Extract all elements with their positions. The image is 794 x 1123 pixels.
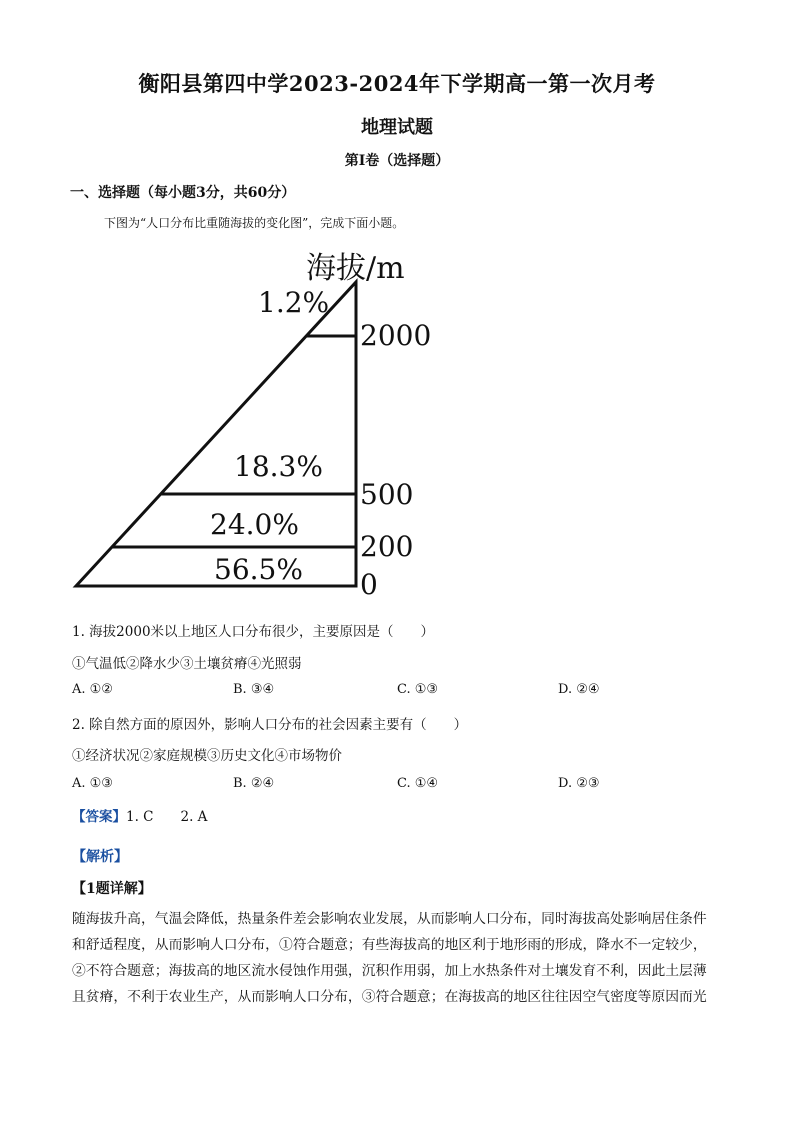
section-heading: 一、选择题（每小题3分，共60分）: [70, 185, 296, 201]
answer-line: [72, 805, 207, 825]
altitude-label-200: 200: [360, 530, 414, 563]
altitude-label-0: 0: [360, 568, 378, 600]
population-altitude-figure: [60, 240, 460, 600]
question-2-option-a[interactable]: A. ①③: [72, 776, 113, 791]
question-1-option-b[interactable]: B. ③④: [233, 682, 275, 697]
exam-title: 衡阳县第四中学2023-2024年下学期高一第一次月考: [138, 71, 656, 96]
volume-heading: 第Ⅰ卷（选择题）: [344, 153, 450, 169]
answer-tag: 【答案】: [72, 809, 126, 825]
analysis-paragraph: [72, 906, 722, 1010]
question-2-items: ①经济状况②家庭规模③历史文化④市场物价: [72, 748, 342, 764]
question-2-option-d[interactable]: D. ②③: [558, 776, 600, 791]
altitude-label-2000: 2000: [360, 319, 432, 352]
axis-title: 海拔/m: [306, 251, 405, 286]
figure-intro: 下图为“人口分布比重随海拔的变化图”，完成下面小题。: [104, 216, 405, 230]
band-percent-top: 1.2%: [258, 286, 330, 319]
detail-heading: 【1题详解】: [72, 881, 152, 897]
question-1-stem: 1. 海拔2000米以上地区人口分布很少，主要原因是（ ）: [72, 624, 435, 640]
band-percent-500-2000: 18.3%: [234, 450, 323, 483]
question-1-option-d[interactable]: D. ②④: [558, 682, 600, 697]
band-percent-200-500: 24.0%: [210, 508, 299, 541]
question-2-option-c[interactable]: C. ①④: [397, 776, 439, 791]
question-1-option-a[interactable]: A. ①②: [72, 682, 113, 697]
subject-title: 地理试题: [361, 117, 433, 138]
question-1-option-c[interactable]: C. ①③: [397, 682, 439, 697]
analysis-line: 随海拔升高，气温会降低，热量条件差会影响农业发展，从而影响人口分布，同时海拔高处影响居住条件: [72, 911, 707, 927]
analysis-line: 和舒适程度，从而影响人口分布，①符合题意；有些海拔高的地区利于地形雨的形成，降水不一定较少，: [72, 937, 707, 953]
question-2-option-b[interactable]: B. ②④: [233, 776, 275, 791]
answer-text: 1. C 2. A: [126, 809, 208, 825]
band-percent-0-200: 56.5%: [214, 553, 303, 586]
question-1-items: ①气温低②降水少③土壤贫瘠④光照弱: [72, 656, 302, 672]
question-2-stem: 2. 除自然方面的原因外，影响人口分布的社会因素主要有（ ）: [72, 717, 468, 733]
analysis-line: 且贫瘠，不利于农业生产，从而影响人口分布，③符合题意；在海拔高的地区往往因空气密度等原因而光: [72, 989, 707, 1005]
analysis-line: ②不符合题意；海拔高的地区流水侵蚀作用强，沉积作用弱，加上水热条件对土壤发育不利，因此土层薄: [72, 963, 707, 979]
altitude-label-500: 500: [360, 478, 414, 511]
analysis-heading: 【解析】: [72, 849, 128, 865]
